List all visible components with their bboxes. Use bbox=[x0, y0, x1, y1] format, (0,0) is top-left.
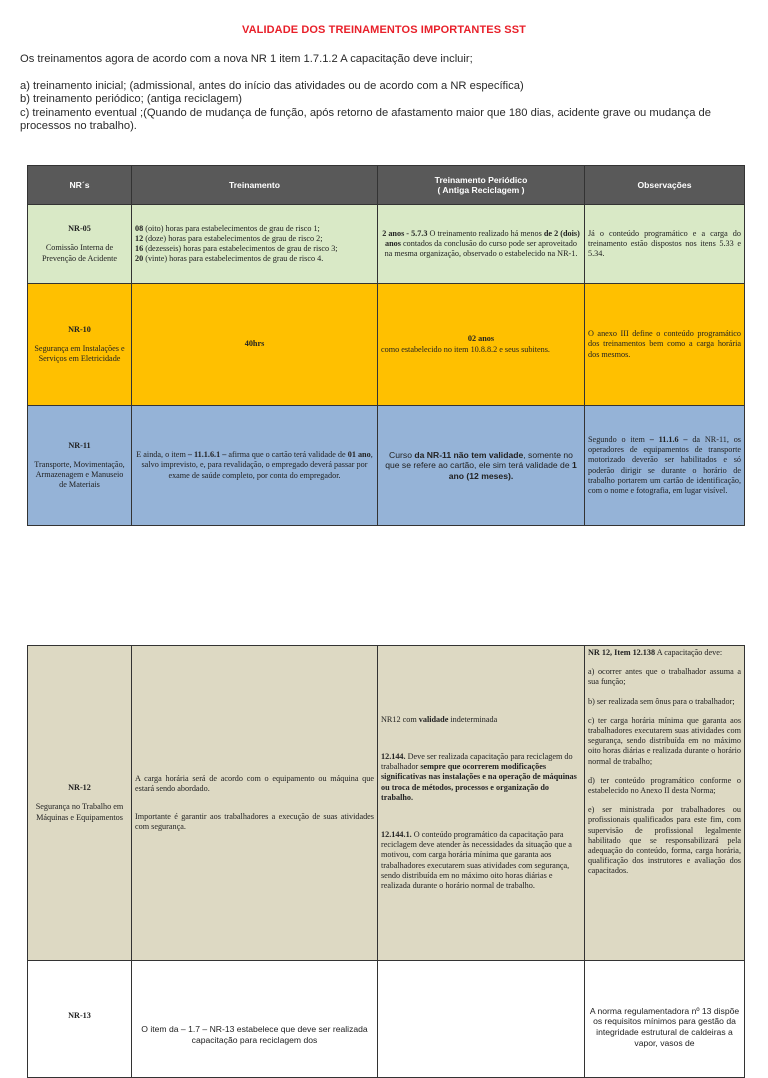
nr12-obs-head-text: A capacitação deve: bbox=[655, 648, 723, 657]
nr12-obs-e: e) ser ministrada por trabalhadores ou profissionais qualificados para este fim, com supervisão de profissional legalmente habilitado que se responsabilizará pela adequação do conteúdo, forma, carga horária, qualificação dos instrutores e avaliação dos capacitados. bbox=[588, 805, 741, 876]
nr12-treinamento bbox=[132, 646, 378, 961]
nr12-code: NR-12 bbox=[68, 783, 91, 793]
nr12-obs-a: a) ocorrer antes que o trabalhador assuma a sua função; bbox=[588, 667, 741, 687]
nr11-periodico-validity: 1 ano (12 meses). bbox=[448, 460, 577, 481]
nr12-periodico-p2-item: 12.144. bbox=[381, 751, 406, 761]
nr10-observacoes: O anexo III define o conteúdo programático dos treinamentos bem como a carga horária dos mesmos. bbox=[585, 284, 745, 406]
nr12-periodico-p2-bold: sempre que ocorrerem modificações significativas nas instalações e na operação de máquinas ou troca de métodos, processos e organização do trabalho. bbox=[381, 762, 577, 802]
nr12-periodico-p3 bbox=[381, 830, 581, 891]
intro-text bbox=[20, 53, 750, 134]
nr12-periodico-p1 bbox=[381, 715, 581, 725]
nr13-observacoes: A norma regulamentadora nº 13 dispõe os requisitos mínimos para gestão da integridade estrutural de caldeiras a vapor, vasos de bbox=[585, 961, 745, 1078]
nr10-periodico bbox=[378, 284, 585, 406]
nr11-obs-item: – 11.1.6 – bbox=[649, 434, 688, 444]
nr05-periodico-validity: 2 anos - 5.7.3 bbox=[382, 228, 428, 238]
page-title: VALIDADE DOS TREINAMENTOS IMPORTANTES SST bbox=[241, 24, 526, 36]
nr12-periodico-p1-text2: indeterminada bbox=[448, 714, 498, 724]
intro-item-a: a) treinamento inicial; (admissional, antes do início das atividades ou de acordo com a NR específica) bbox=[20, 79, 524, 92]
nr05-periodico bbox=[378, 205, 585, 284]
nr05-risk1-text: (oito) horas para estabelecimentos de grau de risco 1; bbox=[143, 223, 320, 233]
nr11-obs-text2: da NR-11, os operadores de equipamentos de transporte motorizado deverão ser habilitados e só poderão dirigir se durante o horário de trabalho portarem um cartão de identificação, com o nome e fotografia, em lugar visível. bbox=[588, 434, 741, 495]
nr12-periodico-p2-text: Deve ser realizada capacitação para reciclagem do trabalhador bbox=[381, 751, 573, 772]
nr05-treinamento bbox=[132, 205, 378, 284]
nr11-periodico bbox=[378, 406, 585, 526]
header-periodico-line1: Treinamento Periódico bbox=[434, 174, 528, 185]
nr05-risk4-text: (vinte) horas para estabelecimentos de grau de risco 4. bbox=[143, 254, 324, 264]
nr11-treino-text1: E ainda, o item bbox=[136, 450, 188, 460]
nr11-treino-validity: 01 ano bbox=[347, 450, 371, 460]
training-table-continued bbox=[27, 645, 745, 1078]
nr11-name: Transporte, Movimentação, Armazenagem e Manuseio de Materiais bbox=[34, 459, 125, 490]
nr05-code: NR-05 bbox=[68, 224, 91, 234]
nr12-name: Segurança no Trabalho em Máquinas e Equipamentos bbox=[35, 802, 124, 822]
nr12-cell bbox=[28, 646, 132, 961]
training-table bbox=[27, 165, 745, 526]
nr05-risk2-text: (doze) horas para estabelecimentos de grau de risco 2; bbox=[143, 233, 323, 243]
nr13-treinamento: O item da – 1.7 – NR-13 estabelece que deve ser realizada capacitação para reciclagem dos bbox=[132, 961, 378, 1078]
nr05-periodico-text1: O treinamento realizado há menos bbox=[427, 228, 544, 238]
nr10-periodico-validity: 02 anos bbox=[467, 334, 495, 344]
nr11-obs-text1: Segundo o item bbox=[588, 434, 650, 444]
nr13-periodico bbox=[378, 961, 585, 1078]
nr12-obs-d: d) ter conteúdo programático conforme o estabelecido no Anexo II desta Norma; bbox=[588, 775, 741, 796]
nr05-cell bbox=[28, 205, 132, 284]
header-periodico-line2: ( Antiga Reciclagem ) bbox=[437, 185, 525, 195]
header-nrs: NR´s bbox=[28, 166, 132, 205]
table-row-nr05 bbox=[28, 205, 745, 284]
intro-item-b: b) treinamento periódico; (antiga reciclagem) bbox=[20, 93, 242, 106]
intro-lead: Os treinamentos agora de acordo com a nova NR 1 item 1.7.1.2 A capacitação deve incluir; bbox=[20, 53, 473, 65]
nr11-cell bbox=[28, 406, 132, 526]
nr05-risk1-hours: 08 bbox=[135, 223, 144, 233]
nr10-periodico-text: como estabelecido no item 10.8.8.2 e seus subitens. bbox=[381, 344, 550, 354]
nr05-risk2-hours: 12 bbox=[135, 233, 144, 243]
nr12-periodico bbox=[378, 646, 585, 961]
nr13-code: NR-13 bbox=[68, 1011, 91, 1020]
table-header-row bbox=[28, 166, 745, 205]
nr10-name: Segurança em Instalações e Serviços em Eletricidade bbox=[34, 343, 125, 364]
nr05-periodico-bold2: de 2 (dois) anos bbox=[385, 228, 580, 248]
nr13-cell bbox=[28, 961, 132, 1078]
nr10-cell bbox=[28, 284, 132, 406]
nr12-treino-text2: Importante é garantir aos trabalhadores a execução de suas atividades com segurança. bbox=[135, 812, 374, 832]
nr11-treino-text2: afirma que o cartão terá validade de bbox=[226, 450, 348, 460]
nr11-treino-text3: , salvo imprevisto, e, para revalidação, o empregado deverá passar por exame de saúde completo, por conta do empregador. bbox=[141, 450, 373, 480]
nr12-periodico-p1-text: NR12 com bbox=[381, 714, 419, 724]
nr05-risk3-hours: 16 bbox=[135, 244, 144, 253]
nr11-code: NR-11 bbox=[68, 440, 91, 450]
header-periodico bbox=[378, 166, 585, 205]
nr12-periodico-p3-text: O conteúdo programático da capacitação para reciclagem deve atender às necessidades da situação que a motivou, com carga horária mínima que garanta aos trabalhadores executarem suas atividades com segurança, sendo distribuída em no máximo oito horas diárias e realizada durante o horário normal de trabalho. bbox=[381, 830, 572, 891]
nr05-name: Comissão Interna de Prevenção de Acidente bbox=[41, 243, 118, 263]
nr12-observacoes bbox=[585, 646, 745, 961]
nr10-code: NR-10 bbox=[68, 324, 91, 334]
nr12-obs-b: b) ser realizada sem ônus para o trabalhador; bbox=[588, 696, 735, 706]
nr12-obs-c: c) ter carga horária mínima que garanta aos trabalhadores executarem suas atividades com segurança, sendo distribuída em no máximo oito horas diárias e realizada durante o horário normal de trabalho; bbox=[588, 715, 741, 766]
nr10-treinamento bbox=[132, 284, 378, 406]
nr11-periodico-bold1: da NR-11 não tem validade bbox=[414, 449, 524, 460]
nr05-periodico-text2: contados da conclusão do curso pode ser aproveitado na mesma organização, observado o estabelecido na NR-1. bbox=[384, 238, 578, 259]
nr12-obs-head bbox=[588, 648, 741, 658]
intro-item-c: c) treinamento eventual ;(Quando de mudança de função, após retorno de afastamento maior que 180 dias, acidente grave ou mudança de processos no trabalho). bbox=[20, 106, 711, 133]
nr12-periodico-p3-item: 12.144.1. bbox=[381, 830, 412, 839]
table-row-nr12 bbox=[28, 646, 745, 961]
nr05-risk3-text: (dezesseis) horas para estabelecimentos de grau de risco 3; bbox=[143, 244, 338, 253]
nr11-periodico-text2: , somente no que se refere ao cartão, ele sim terá validade de bbox=[385, 449, 573, 471]
nr12-obs-head-bold: NR 12, Item 12.138 bbox=[588, 648, 656, 657]
header-observacoes: Observações bbox=[585, 166, 745, 205]
table-row-nr11 bbox=[28, 406, 745, 526]
nr12-periodico-p1-bold: validade bbox=[418, 714, 449, 724]
nr11-treinamento bbox=[132, 406, 378, 526]
nr12-treino-text1: A carga horária será de acordo com o equipamento ou máquina que estará sendo abordado. bbox=[135, 773, 374, 793]
nr11-periodico-text1: Curso bbox=[389, 449, 415, 460]
table-row-nr13 bbox=[28, 961, 745, 1078]
table-row-nr10 bbox=[28, 284, 745, 406]
nr12-periodico-p2 bbox=[381, 752, 581, 803]
nr05-risk4-hours: 20 bbox=[135, 254, 144, 264]
nr11-treino-item: – 11.1.6.1 – bbox=[187, 450, 227, 460]
nr05-observacoes: Já o conteúdo programático e a carga do treinamento estão dispostos nos itens 5.33 e 5.34. bbox=[585, 205, 745, 284]
nr11-observacoes bbox=[585, 406, 745, 526]
nr10-hours: 40hrs bbox=[244, 339, 265, 349]
header-treinamento: Treinamento bbox=[132, 166, 378, 205]
